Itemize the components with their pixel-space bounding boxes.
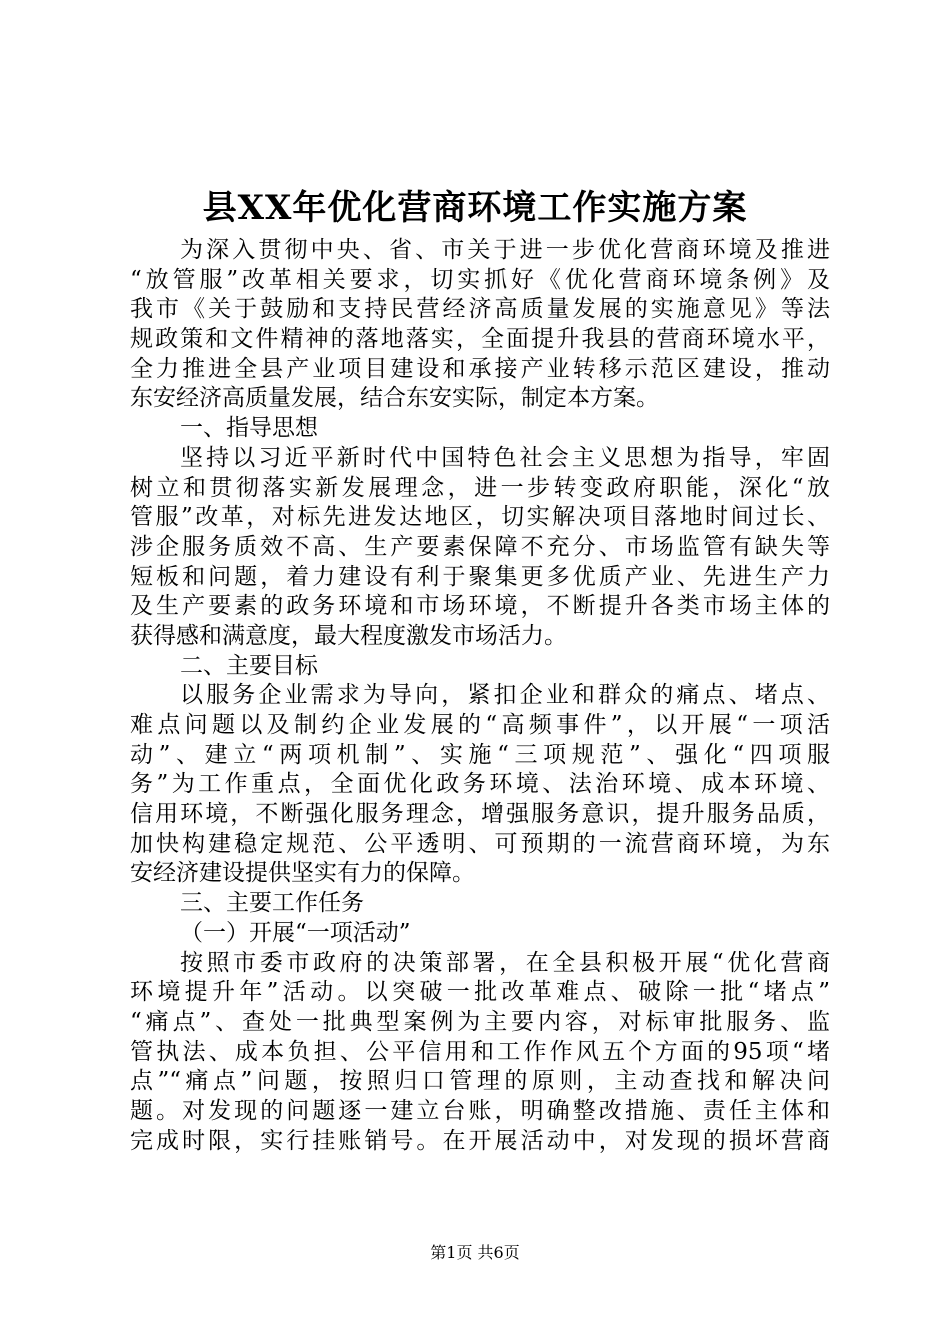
text-line: 环境提升年”活动。以突破一批改革难点、破除一批“堵点” [130, 979, 830, 1006]
text-line: 一、指导思想 [180, 415, 318, 442]
text-line: 完成时限，实行挂账销号。在开展活动中，对发现的损坏营商 [130, 1127, 830, 1154]
text-line: “放管服”改革相关要求，切实抓好《优化营商环境条例》及 [130, 266, 830, 293]
document-body [130, 236, 830, 1156]
text-line: 树立和贯彻落实新发展理念，进一步转变政府职能，深化“放 [130, 474, 830, 501]
text-line: 难点问题以及制约企业发展的“高频事件”，以开展“一项活 [130, 712, 830, 738]
text-line: 二、主要目标 [180, 652, 318, 679]
text-line: 加快构建稳定规范、公平透明、可预期的一流营商环境，为东 [130, 830, 830, 857]
text-line: 动”、建立“两项机制”、实施“三项规范”、强化“四项服 [130, 741, 830, 768]
text-line: 及生产要素的政务环境和市场环境，不断提升各类市场主体的 [130, 593, 830, 620]
text-line: 三、主要工作任务 [180, 890, 364, 917]
text-line: 涉企服务质效不高、生产要素保障不充分、市场监管有缺失等 [130, 533, 830, 560]
text-line: 东安经济高质量发展，结合东安实际，制定本方案。 [130, 385, 659, 412]
text-line: 点”“痛点”问题，按照归口管理的原则，主动查找和解决问 [130, 1068, 830, 1095]
page-footer: 第1页 共6页 [430, 1243, 520, 1262]
text-line: 我市《关于鼓励和支持民营经济高质量发展的实施意见》等法 [130, 296, 830, 323]
text-line: 题。对发现的问题逐一建立台账，明确整改措施、责任主体和 [130, 1097, 830, 1124]
text-line: 短板和问题，着力建设有利于聚集更多优质产业、先进生产力 [130, 563, 830, 590]
text-line: 管服”改革，对标先进发达地区，切实解决项目落地时间过长、 [130, 504, 830, 531]
text-line: （一）开展“一项活动” [180, 919, 411, 946]
text-line: 全力推进全县产业项目建设和承接产业转移示范区建设，推动 [130, 355, 830, 382]
text-line: 规政策和文件精神的落地落实，全面提升我县的营商环境水平， [130, 326, 830, 353]
text-line: 务”为工作重点，全面优化政务环境、法治环境、成本环境、 [130, 771, 830, 798]
text-line: 安经济建设提供坚实有力的保障。 [130, 860, 475, 887]
text-line: 按照市委市政府的决策部署，在全县积极开展“优化营商 [180, 949, 830, 976]
document-title: 县XX年优化营商环境工作实施方案 [202, 188, 748, 228]
text-line: 管执法、成本负担、公平信用和工作作风五个方面的95项“堵 [130, 1038, 830, 1065]
text-line: 为深入贯彻中央、省、市关于进一步优化营商环境及推进 [180, 237, 830, 263]
text-line: 坚持以习近平新时代中国特色社会主义思想为指导，牢固 [180, 444, 830, 471]
text-line: 获得感和满意度，最大程度激发市场活力。 [130, 622, 567, 649]
text-line: 以服务企业需求为导向，紧扣企业和群众的痛点、堵点、 [180, 682, 830, 709]
text-line: 信用环境，不断强化服务理念，增强服务意识，提升服务品质， [130, 801, 830, 828]
text-line: “痛点”、查处一批典型案例为主要内容，对标审批服务、监 [130, 1008, 830, 1035]
